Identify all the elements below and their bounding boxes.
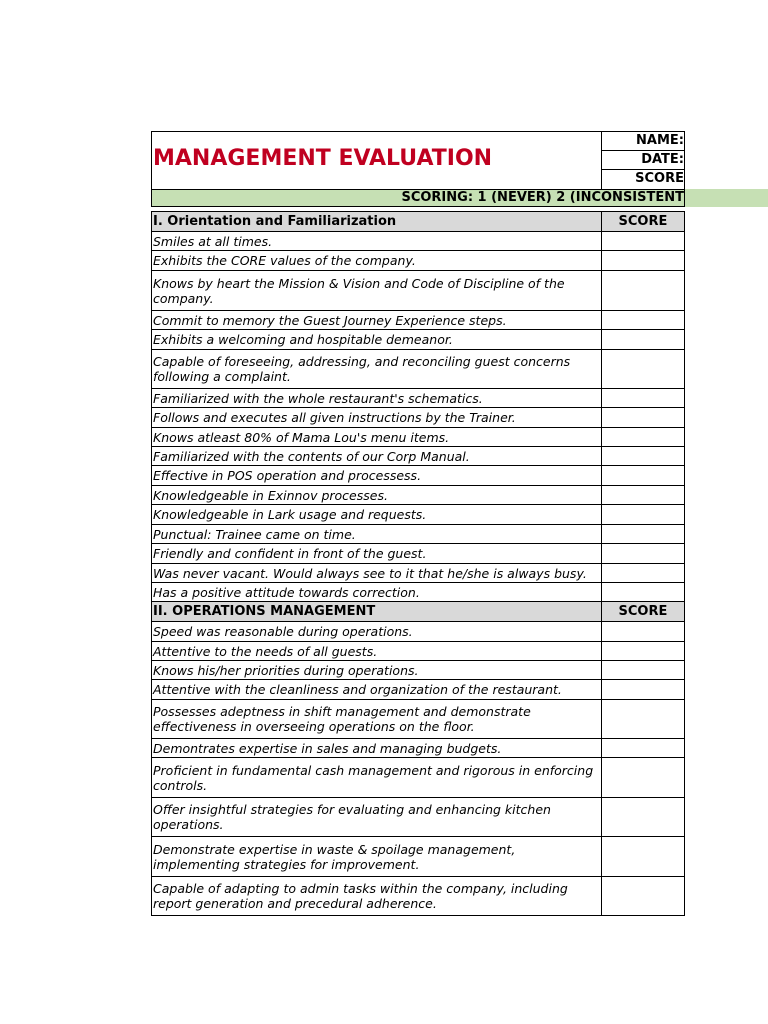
section-header-row	[152, 212, 685, 232]
criterion-text: Punctual: Trainee came on time.	[152, 525, 602, 544]
score-cell[interactable]	[601, 680, 684, 700]
score-cell[interactable]	[601, 428, 684, 447]
score-cell[interactable]	[601, 330, 684, 350]
table-row	[152, 837, 685, 877]
criterion-text: Knowledgeable in Exinnov processes.	[152, 486, 602, 505]
table-row	[152, 232, 685, 251]
criterion-text: Follows and executes all given instructions by the Trainer.	[152, 408, 602, 428]
table-row	[152, 428, 685, 447]
score-cell[interactable]	[601, 466, 684, 486]
criterion-text: Demonstrate expertise in waste & spoilage management, implementing strategies for improvement.	[152, 837, 602, 877]
scoring-row	[151, 189, 768, 207]
table-row	[152, 505, 685, 525]
meta-fields	[601, 132, 685, 189]
score-cell[interactable]	[601, 642, 684, 661]
table-row	[152, 466, 685, 486]
score-cell[interactable]	[601, 350, 684, 389]
score-cell[interactable]	[601, 837, 684, 877]
score-cell[interactable]	[601, 447, 684, 466]
score-cell[interactable]	[601, 525, 684, 544]
score-label: SCORE	[601, 170, 685, 189]
table-row	[152, 680, 685, 700]
score-cell[interactable]	[601, 544, 684, 564]
criterion-text: Knows his/her priorities during operations.	[152, 661, 602, 680]
score-cell[interactable]	[601, 661, 684, 680]
score-cell[interactable]	[601, 739, 684, 758]
score-cell[interactable]	[601, 758, 684, 798]
page-title: MANAGEMENT EVALUATION	[153, 146, 493, 171]
criterion-text: Possesses adeptness in shift management and demonstrate effectiveness in overseeing operations on the floor.	[152, 700, 602, 739]
score-cell[interactable]	[601, 271, 684, 311]
section-title: I. Orientation and Familiarization	[152, 212, 602, 232]
criterion-text: Proficient in fundamental cash management and rigorous in enforcing controls.	[152, 758, 602, 798]
criterion-text: Attentive with the cleanliness and organization of the restaurant.	[152, 680, 602, 700]
table-row	[152, 622, 685, 642]
score-cell[interactable]	[601, 232, 684, 251]
criterion-text: Has a positive attitude towards correction.	[152, 583, 602, 602]
criterion-text: Smiles at all times.	[152, 232, 602, 251]
table-row	[152, 486, 685, 505]
criterion-text: Offer insightful strategies for evaluating and enhancing kitchen operations.	[152, 798, 602, 837]
name-label: NAME:	[601, 132, 685, 151]
table-row	[152, 330, 685, 350]
table-row	[152, 525, 685, 544]
score-cell[interactable]	[601, 564, 684, 583]
criterion-text: Familiarized with the whole restaurant's schematics.	[152, 389, 602, 408]
criterion-text: Commit to memory the Guest Journey Experience steps.	[152, 311, 602, 330]
table-row	[152, 251, 685, 271]
table-row	[152, 642, 685, 661]
criterion-text: Attentive to the needs of all guests.	[152, 642, 602, 661]
table-row	[152, 389, 685, 408]
table-row	[152, 877, 685, 916]
criterion-text: Was never vacant. Would always see to it that he/she is always busy.	[152, 564, 602, 583]
date-label: DATE:	[601, 151, 685, 170]
evaluation-header	[151, 131, 685, 189]
criterion-text: Exhibits a welcoming and hospitable demeanor.	[152, 330, 602, 350]
scoring-text: SCORING: 1 (NEVER) 2 (INCONSISTENT	[401, 190, 684, 205]
criterion-text: Exhibits the CORE values of the company.	[152, 251, 602, 271]
score-cell[interactable]	[601, 251, 684, 271]
table-row	[152, 447, 685, 466]
table-row	[152, 564, 685, 583]
table-row	[152, 311, 685, 330]
criterion-text: Capable of foreseeing, addressing, and reconciling guest concerns following a complaint.	[152, 350, 602, 389]
table-row	[152, 271, 685, 311]
criterion-text: Friendly and confident in front of the guest.	[152, 544, 602, 564]
criterion-text: Demontrates expertise in sales and managing budgets.	[152, 739, 602, 758]
table-row	[152, 583, 685, 602]
table-row	[152, 661, 685, 680]
score-cell[interactable]	[601, 408, 684, 428]
score-cell[interactable]	[601, 389, 684, 408]
score-cell[interactable]	[601, 583, 684, 602]
header-block	[151, 131, 685, 189]
table-row	[152, 700, 685, 739]
criterion-text: Knows atleast 80% of Mama Lou's menu items.	[152, 428, 602, 447]
score-cell[interactable]	[601, 798, 684, 837]
score-cell[interactable]	[601, 622, 684, 642]
table-row	[152, 758, 685, 798]
table-row	[152, 739, 685, 758]
evaluation-table	[151, 211, 685, 916]
criterion-text: Knows by heart the Mission & Vision and Code of Discipline of the company.	[152, 271, 602, 311]
table-row	[152, 350, 685, 389]
table-row	[152, 798, 685, 837]
criterion-text: Knowledgeable in Lark usage and requests.	[152, 505, 602, 525]
scoring-box	[151, 189, 685, 207]
section-header-row	[152, 602, 685, 622]
section-score-label: SCORE	[601, 602, 684, 622]
table-row	[152, 544, 685, 564]
criterion-text: Capable of adapting to admin tasks within the company, including report generation and precedural adherence.	[152, 877, 602, 916]
criterion-text: Speed was reasonable during operations.	[152, 622, 602, 642]
score-cell[interactable]	[601, 700, 684, 739]
criterion-text: Familiarized with the contents of our Corp Manual.	[152, 447, 602, 466]
score-cell[interactable]	[601, 311, 684, 330]
score-cell[interactable]	[601, 486, 684, 505]
table-row	[152, 408, 685, 428]
score-cell[interactable]	[601, 877, 684, 916]
section-title: II. OPERATIONS MANAGEMENT	[152, 602, 602, 622]
section-score-label: SCORE	[601, 212, 684, 232]
score-cell[interactable]	[601, 505, 684, 525]
criterion-text: Effective in POS operation and processess.	[152, 466, 602, 486]
